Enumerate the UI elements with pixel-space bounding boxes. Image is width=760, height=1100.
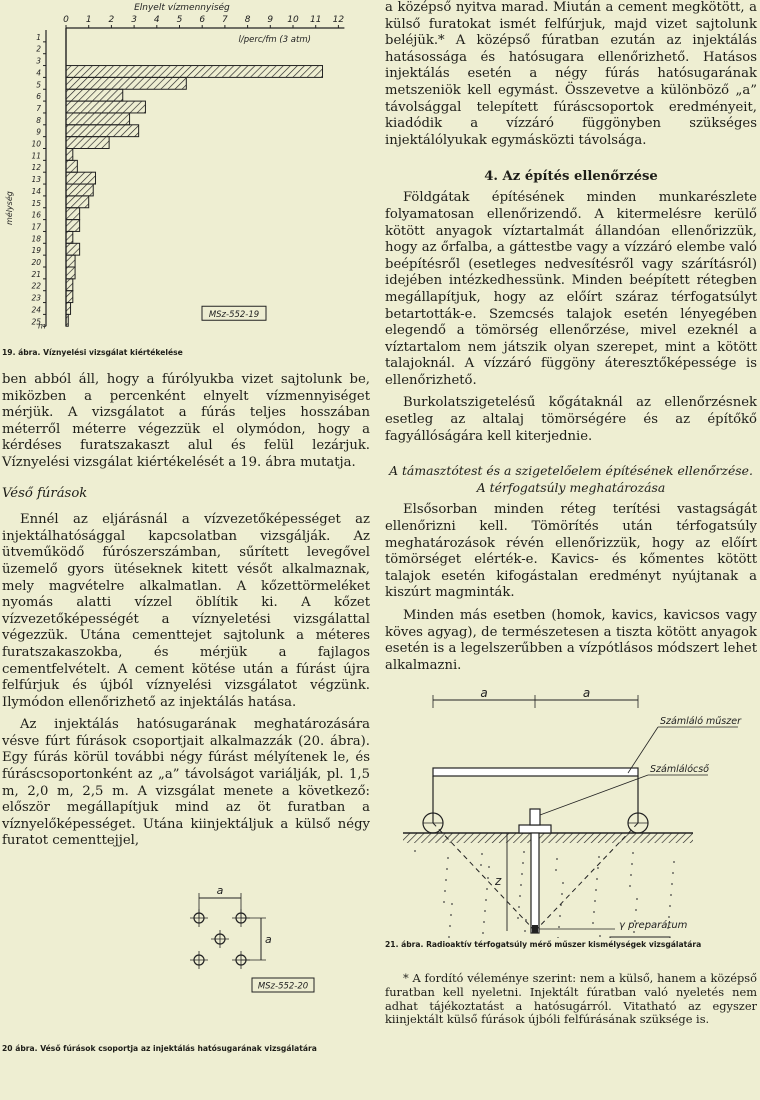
soil-dot [594, 900, 596, 902]
bar-depth-25 [66, 314, 68, 326]
subsection-paragraph-1: Elsősorban minden réteg terítési vastagságát ellenőrizni kell. Tömörítés után térfogatsúly meghatározások révén ellenőrizzük, hogy az előírt tömörséget elérték-e. Kavics- és kőmentes kötött talajok esetén kifogástalan eredményt nyújtanak a kiszúrt magminták. [385, 502, 757, 601]
dimension-a-right-label: a [582, 688, 591, 701]
depth-label: z [495, 874, 502, 889]
x-tick-label-3: 3 [131, 15, 137, 25]
depth-label-21: 21 [31, 269, 41, 279]
soil-dot [449, 925, 451, 927]
bar-depth-12 [66, 160, 77, 172]
soil-dot [592, 922, 594, 924]
depth-label-2: 2 [36, 44, 41, 54]
soil-dot [559, 915, 561, 917]
x-tick-label-6: 6 [199, 15, 206, 25]
soil-dot [561, 893, 563, 895]
soil-dot [485, 899, 487, 901]
depth-label-12: 12 [31, 163, 41, 173]
soil-dot [670, 894, 672, 896]
depth-axis-label: mélység [5, 191, 14, 225]
depth-label-17: 17 [31, 222, 41, 232]
figure-21-caption [385, 940, 757, 950]
soil-dot [486, 888, 488, 890]
soil-dot [414, 850, 416, 852]
soil-dot [671, 883, 673, 885]
soil-dot [484, 910, 486, 912]
probe-label: Számlálócső [650, 764, 709, 776]
section-4-paragraph-2: Burkolatszigetelésű kőgátaknál az ellenőrzésnek esetleg az altalaj tömörségére és az építőkő fagyállóságára kell kiterjednie. [385, 395, 757, 444]
x-tick-label-1: 1 [85, 15, 92, 25]
depth-label-6: 6 [36, 92, 41, 102]
section-4-paragraph-1: Földgátak építésének minden munkarészlete folyamatosan ellenőrizendő. A kitermelésre kerülő kötött anyagok víztartalmát állandóan ellenőrizzük, hogy az őrfalba, a gáttestbe vagy a vízzáró elembe való beépítésről (esetleges nedvesítésről vagy szárításról) idejében intézkedhessünk. Minden beépített rétegben megállapítjuk, hogy az előírt száraz térfogatsúlyt betartották-e. Szemcsés talajok esetén lényegében elegendő a tömörség ellenőrzése, mivel ezeknél a víztartalom nem játszik olyan szerepet, mint a kötött talajoknál. A vízzáró függöny áteresztőképessége is ellenőrizhető. [385, 190, 757, 388]
soil-dot [596, 878, 598, 880]
x-tick-label-5: 5 [176, 15, 183, 25]
soil-dot [633, 931, 635, 933]
soil-dot [519, 895, 521, 897]
bar-depth-23 [66, 291, 73, 303]
figure-19-caption [2, 348, 370, 358]
depth-label-8: 8 [36, 115, 41, 125]
right-column [385, 0, 757, 1027]
bar-depth-11 [66, 149, 73, 161]
bar-depth-17 [66, 220, 80, 232]
depth-label-9: 9 [36, 127, 41, 137]
depth-label-11: 11 [31, 151, 41, 161]
probe-rod [531, 833, 539, 933]
soil-dot [480, 864, 482, 866]
soil-dot [632, 852, 634, 854]
soil-dot [635, 909, 637, 911]
source-label: γ preparátum [619, 920, 688, 932]
soil-dot [636, 898, 638, 900]
depth-label-19: 19 [31, 246, 41, 256]
footnote: * A fordító véleménye szerint: nem a külső, hanem a középső furatban kell nyeletni. Injektált fúratban való nyeletés nem adhat tájékoztatást a hatósugárról. Vitatható az egyszer kiinjektált külső fúrások újbóli felfúrásának szüksége is. [385, 971, 757, 1027]
depth-label-22: 22 [31, 281, 41, 291]
figure-20-caption [2, 1044, 370, 1054]
dimension-a-top-label: a [216, 884, 224, 898]
depth-label-20: 20 [31, 258, 41, 267]
x-axis-title: Elnyelt vízmennyiség [134, 3, 230, 13]
dimension-a-right-label: a [265, 933, 272, 947]
depth-label-4: 4 [36, 68, 41, 78]
soil-dot [518, 906, 520, 908]
x-tick-label-7: 7 [222, 15, 228, 25]
soil-dot [555, 869, 557, 871]
probe-base [519, 825, 551, 833]
bar-depth-14 [66, 184, 93, 196]
soil-dot [669, 905, 671, 907]
x-tick-label-10: 10 [287, 15, 299, 25]
soil-dot [595, 889, 597, 891]
bar-depth-6 [66, 89, 123, 101]
depth-label-13: 13 [31, 175, 41, 185]
soil-dot [556, 858, 558, 860]
dimension-a-left-label: a [480, 688, 488, 701]
soil-dot [483, 921, 485, 923]
depth-unit: m [38, 321, 46, 331]
bar-depth-22 [66, 279, 73, 291]
soil-dot [520, 884, 522, 886]
depth-label-1: 1 [36, 32, 41, 42]
counter-instrument [433, 768, 638, 776]
veso-paragraph-2: Az injektálás hatósugarának meghatározására vésve fúrt fúrások csoportjait alkalmazzák (20. ábra). Egy fúrás körül további négy fúrást mélyítenek le, és fúráscsoportonként az „a” távolságot variálják, pl. 1,5 m, 2,0 m, 2,5 m. A vizsgálat menete a következő: először megállapítjuk mind az öt furatban a víznyelőképességet. Utána kiinjektáljuk a külső négy furatot cementtejjel, [2, 717, 370, 849]
figure-19-code: MSz-552-19 [208, 309, 260, 320]
figure-21-code-box [610, 937, 670, 938]
depth-label-24: 24 [31, 305, 41, 315]
bar-depth-4 [66, 66, 323, 78]
soil-dot [488, 866, 490, 868]
x-axis-unit: l/perc/fm (3 atm) [238, 35, 311, 45]
soil-dot [673, 861, 675, 863]
soil-dot [447, 857, 449, 859]
soil-dot [631, 863, 633, 865]
soil-dot [481, 853, 483, 855]
veso-heading: Véső fúrások [2, 485, 88, 501]
bar-depth-16 [66, 208, 80, 220]
soil-dot [562, 882, 564, 884]
bar-depth-9 [66, 125, 139, 137]
soil-dot [446, 868, 448, 870]
soil-dot [448, 936, 450, 938]
figure-19-caption-number: 19. ábra. [2, 348, 41, 357]
left-column [2, 0, 370, 1054]
bar-depth-13 [66, 172, 96, 184]
counter-tube [530, 809, 540, 825]
section-4-title: 4. Az építés ellenőrzése [484, 169, 658, 185]
depth-label-10: 10 [31, 139, 41, 149]
x-tick-label-2: 2 [108, 15, 115, 25]
counter-label: Számláló műszer [660, 716, 741, 728]
soil-dot [629, 885, 631, 887]
bar-depth-7 [66, 101, 145, 113]
soil-dot [523, 851, 525, 853]
soil-dot [524, 930, 526, 932]
soil-dot [482, 932, 484, 934]
x-tick-label-11: 11 [309, 15, 322, 25]
figure-21-diagram [385, 688, 757, 938]
soil-dot [599, 935, 601, 937]
left-paragraph-1: ben abból áll, hogy a fúrólyukba vizet sajtolunk be, miközben a percenként elnyelt vízmennyiséget mérjük. A vizsgálatot a fúrás teljes hosszában méterről méterre végezzük el olymódon, hogy a kérdéses furatszakaszt alul és felül lezárjuk. Víznyelési vizsgálat kiértékelését a 19. ábra mutatja. [2, 372, 370, 470]
figure-19-chart [2, 0, 370, 345]
bar-depth-8 [66, 113, 130, 125]
figure-20-caption-text: Véső fúrások csoportja az injektálás hatósugarának vizsgálatára [40, 1044, 317, 1054]
subsection-paragraph-2: Minden más esetben (homok, kavics, kavicsos vagy köves agyag), de természetesen a tiszta kötött anyagok esetén is a legelszerűbben a vízpótlásos módszert lehet alkalmazni. [385, 608, 757, 673]
soil-dot [445, 879, 447, 881]
bar-depth-19 [66, 243, 80, 255]
right-paragraph-1: a középső nyitva marad. Miután a cement megkötött, a külső furatokat ismét felfúrjuk, majd vizet sajtolunk beléjük.* A középső fúratban ezután az injektálás hatásossága és hatósugara ellenőrizhető. Hatásos injektálás esetén a négy fúrás hatósugarának metszeniök kell egymást. Összevetve a különböző „a” távolsággal telepített fúráscsoportok eredményeit, kiadódik a vízzáró függönyben szükséges injektálólyukak egymásközti távolsága. [385, 0, 757, 148]
bar-depth-5 [66, 77, 186, 89]
bar-depth-24 [66, 303, 71, 315]
figure-21-caption-number: 21. ábra. [385, 940, 424, 950]
soil-dot [487, 877, 489, 879]
probe-leader [540, 775, 648, 815]
soil-dot [517, 917, 519, 919]
depth-label-23: 23 [31, 293, 41, 303]
figure-20-code: MSz-552-20 [257, 981, 309, 992]
soil-dot [598, 856, 600, 858]
depth-label-18: 18 [31, 234, 41, 244]
x-tick-label-8: 8 [244, 15, 251, 25]
bar-depth-10 [66, 137, 109, 149]
soil-dot [630, 874, 632, 876]
depth-label-7: 7 [36, 103, 41, 113]
soil-dot [522, 862, 524, 864]
soil-dot [444, 890, 446, 892]
bar-depth-15 [66, 196, 89, 208]
soil-dot [525, 919, 527, 921]
soil-dot [668, 916, 670, 918]
x-tick-label-0: 0 [63, 15, 69, 25]
veso-paragraph-1: Ennél az eljárásnál a vízvezetőképességet az injektálhatósággal kapcsolatban vizsgálják. Az ütveműködő fúrószerszámban, sűrített levegővel üzemelő gyors ütéseknek kitett vésőt alkalmaznak, mely magvételre alkalmatlan. A kőzettörmeléket nyomás alatti vízzel öblítik ki. A kőzet vízvezetőképességét a víznyeletési vizsgálattal végezzük. Utána cementtejet sajtolunk a méteres furatszakaszokba, és mérjük a fajlagos cementfelvételt. A cement kötése után a fúrást újra felfúrjuk és újból víznyelési vizsgálatot végzünk. Ilymódon ellenőrizhető az injektálás hatása. [2, 512, 370, 710]
x-tick-label-4: 4 [153, 15, 160, 25]
depth-label-3: 3 [36, 56, 41, 66]
figure-20-caption-number: 20 ábra. [2, 1044, 38, 1054]
soil-dot [451, 903, 453, 905]
soil-dot [672, 872, 674, 874]
bar-depth-20 [66, 255, 75, 267]
soil-dot [558, 926, 560, 928]
depth-label-16: 16 [31, 210, 41, 220]
soil-dot [593, 911, 595, 913]
depth-label-5: 5 [36, 80, 41, 90]
soil-dot [557, 937, 559, 938]
figure-20-diagram [2, 864, 370, 1044]
soil-dot [597, 867, 599, 869]
subsection-title: A támasztótest és a szigetelőelem építésének ellenőrzése. A térfogatsúly meghatározása [389, 463, 753, 495]
soil-dot [521, 873, 523, 875]
soil-dot [443, 901, 445, 903]
bar-depth-21 [66, 267, 75, 279]
depth-label-15: 15 [31, 198, 41, 208]
x-tick-label-12: 12 [332, 15, 345, 25]
x-tick-label-9: 9 [267, 15, 274, 25]
depth-label-25: 25 [31, 317, 41, 327]
figure-21-caption-text: Radioaktív térfogatsúly mérő műszer kismélységek vizsgálatára [426, 940, 702, 950]
soil-dot [450, 914, 452, 916]
depth-label-14: 14 [31, 186, 41, 196]
figure-19-caption-text: Víznyelési vizsgálat kiértékelése [43, 348, 183, 357]
bar-depth-18 [66, 231, 73, 243]
